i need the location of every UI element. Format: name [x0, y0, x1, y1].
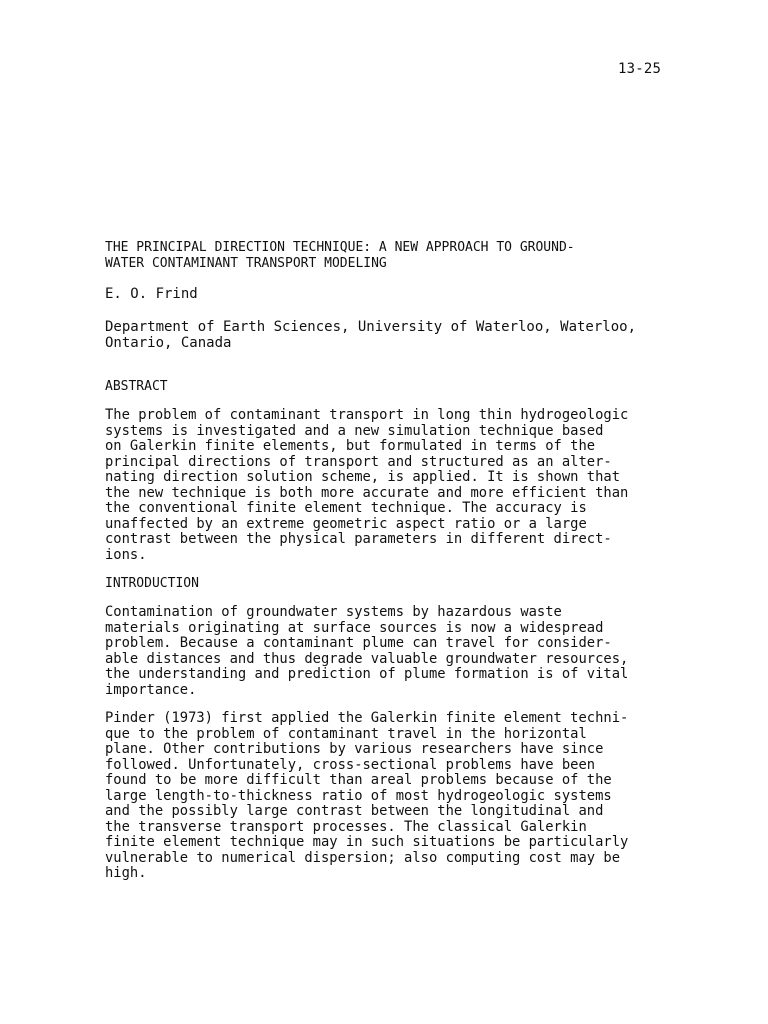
introduction-line: finite element technique may in such situations be particularly	[105, 834, 629, 850]
abstract-line: contrast between the physical parameters in different direct-	[105, 531, 612, 547]
introduction-line: Pinder (1973) first applied the Galerkin finite element techni-	[105, 710, 629, 726]
introduction-paragraph-2	[105, 711, 653, 882]
introduction-line: que to the problem of contaminant travel in the horizontal	[105, 725, 587, 742]
introduction-line: materials originating at surface sources is now a widespread	[105, 619, 604, 636]
introduction-line: importance.	[105, 681, 197, 698]
introduction-paragraph-1	[105, 605, 653, 698]
abstract-heading: ABSTRACT	[105, 379, 168, 394]
abstract-line: nating direction solution scheme, is applied. It is shown that	[105, 469, 620, 485]
author-affiliation	[105, 319, 653, 351]
introduction-line: followed. Unfortunately, cross-sectional problems have been	[105, 756, 596, 773]
introduction-line: the transverse transport processes. The classical Galerkin	[105, 818, 587, 835]
introduction-line: plane. Other contributions by various researchers have since	[105, 741, 604, 757]
abstract-line: the new technique is both more accurate and more efficient than	[105, 484, 629, 501]
introduction-line: large length-to-thickness ratio of most hydrogeologic systems	[105, 787, 612, 804]
abstract-paragraph	[105, 408, 653, 563]
introduction-line: able distances and thus degrade valuable groundwater resources,	[105, 650, 629, 667]
abstract-line: on Galerkin finite elements, but formulated in terms of the	[105, 438, 596, 454]
abstract-line: unaffected by an extreme geometric aspect ratio or a large	[105, 515, 587, 532]
introduction-line: and the possibly large contrast between the longitudinal and	[105, 803, 604, 819]
affiliation-line: Department of Earth Sciences, University of Waterloo, Waterloo,	[105, 319, 637, 335]
introduction-heading: INTRODUCTION	[105, 576, 199, 591]
abstract-line: the conventional finite element technique. The accuracy is	[105, 500, 587, 516]
introduction-line: the understanding and prediction of plume formation is of vital	[105, 666, 629, 682]
paper-title	[105, 240, 653, 272]
title-line: THE PRINCIPAL DIRECTION TECHNIQUE: A NEW APPROACH TO GROUND-	[105, 240, 575, 255]
introduction-line: high.	[105, 865, 147, 881]
introduction-line: Contamination of groundwater systems by hazardous waste	[105, 604, 562, 620]
introduction-line: vulnerable to numerical dispersion; also computing cost may be	[105, 849, 620, 866]
affiliation-line: Ontario, Canada	[105, 335, 232, 351]
abstract-line: The problem of contaminant transport in long thin hydrogeologic	[105, 407, 629, 423]
abstract-line: principal directions of transport and structured as an alter-	[105, 453, 612, 470]
abstract-line: systems is investigated and a new simulation technique based	[105, 422, 604, 439]
introduction-line: found to be more difficult than areal problems because of the	[105, 772, 612, 788]
author-name: E. O. Frind	[105, 286, 198, 302]
paper-content	[105, 240, 653, 895]
page-number: 13-25	[618, 61, 662, 77]
title-line: WATER CONTAMINANT TRANSPORT MODELING	[105, 256, 387, 271]
abstract-line: ions.	[105, 546, 147, 563]
introduction-line: problem. Because a contaminant plume can travel for consider-	[105, 635, 612, 651]
